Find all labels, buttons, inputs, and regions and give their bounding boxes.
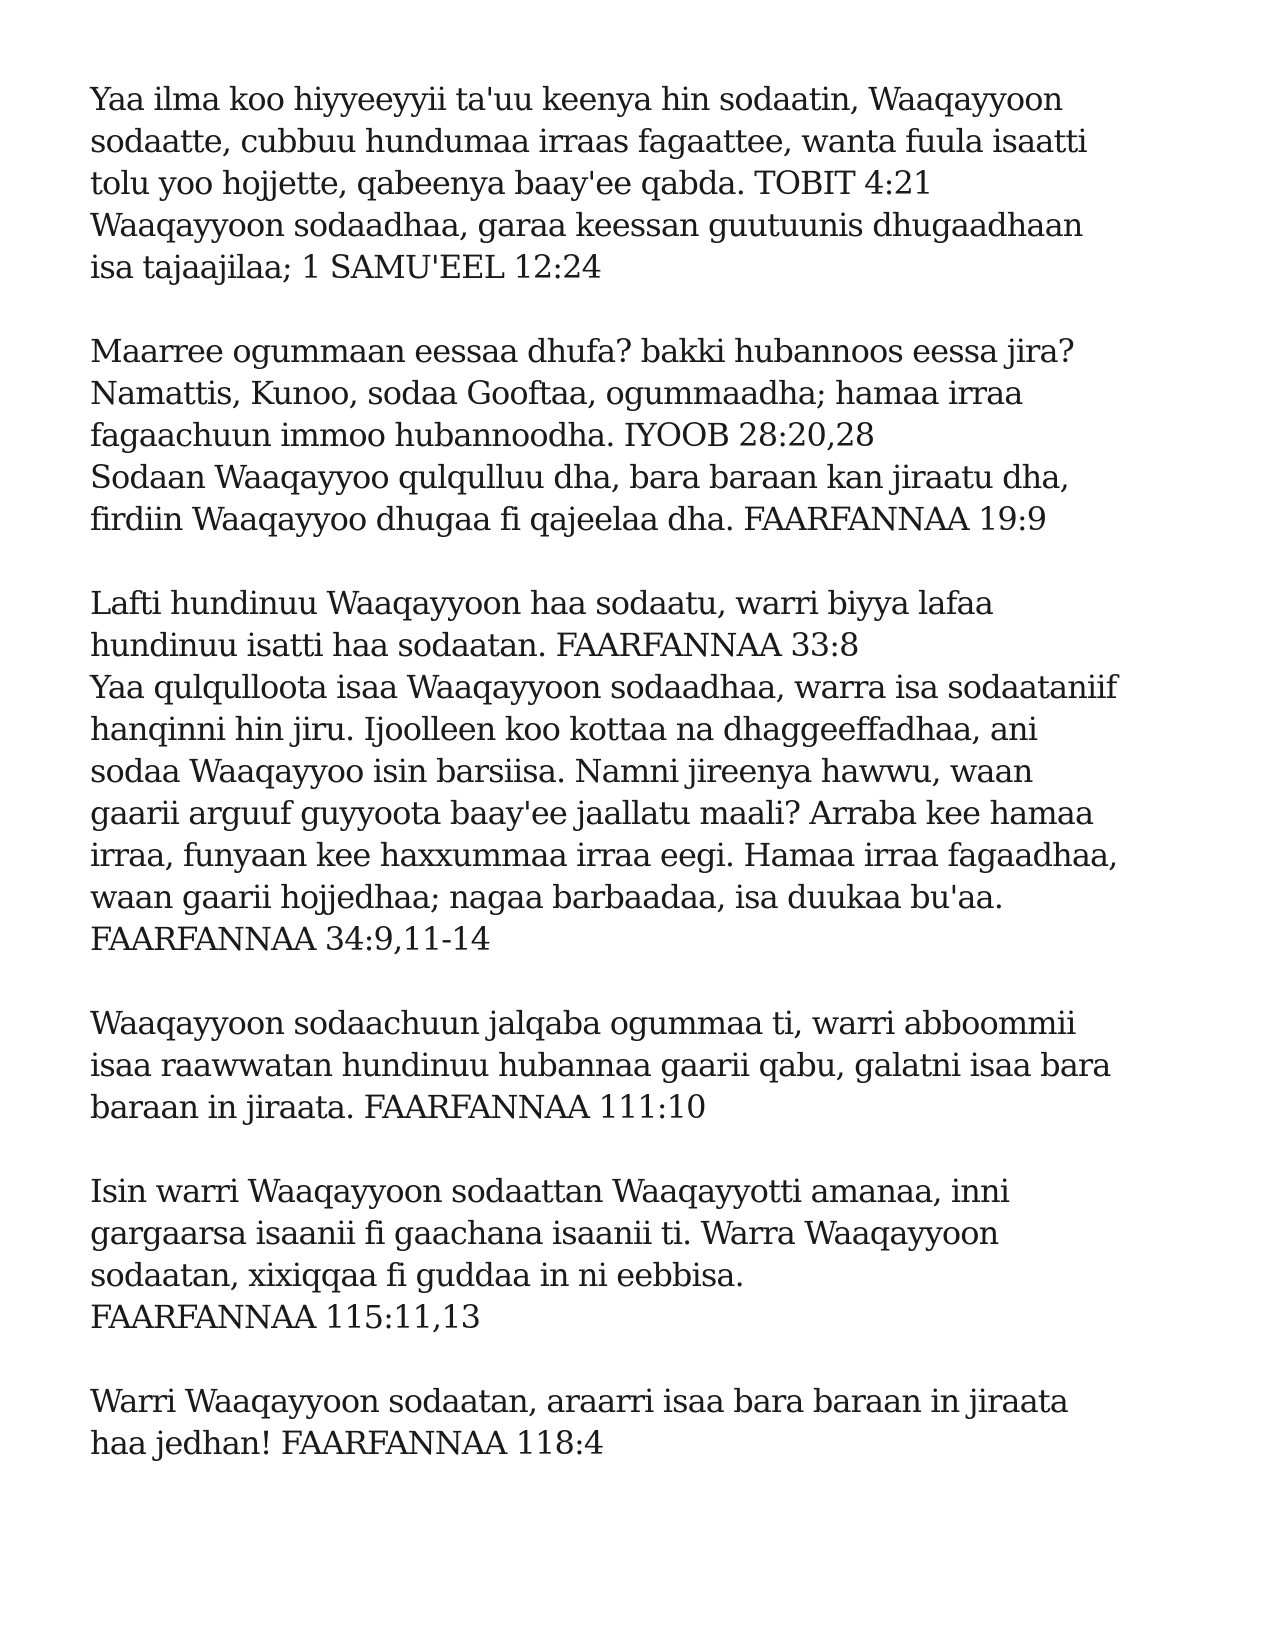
- text-line: fagaachuun immoo hubannoodha. IYOOB 28:20,28: [90, 416, 875, 454]
- text-line: hanqinni hin jiru. Ijoolleen koo kottaa na dhaggeeffadhaa, ani: [90, 710, 1038, 748]
- text-line: Warri Waaqayyoon sodaatan, araarri isaa bara baraan in jiraata: [90, 1382, 1068, 1420]
- text-line: baraan in jiraata. FAARFANNAA 111:10: [90, 1088, 706, 1126]
- text-line: gaarii arguuf guyyoota baay'ee jaallatu maali? Arraba kee hamaa: [90, 794, 1094, 832]
- paragraph-6: [90, 1380, 1210, 1464]
- text-line: hundinuu isatti haa sodaatan. FAARFANNAA 33:8: [90, 626, 859, 664]
- text-line: Namattis, Kunoo, sodaa Gooftaa, ogummaadha; hamaa irraa: [90, 374, 1023, 412]
- text-line: sodaatte, cubbuu hundumaa irraas fagaattee, wanta fuula isaatti: [90, 122, 1087, 160]
- text-line: tolu yoo hojjette, qabeenya baay'ee qabda. TOBIT 4:21: [90, 164, 933, 202]
- text-line: Isin warri Waaqayyoon sodaattan Waaqayyotti amanaa, inni: [90, 1172, 1010, 1210]
- text-line: irraa, funyaan kee haxxummaa irraa eegi. Hamaa irraa fagaadhaa,: [90, 836, 1118, 874]
- text-line: Lafti hundinuu Waaqayyoon haa sodaatu, warri biyya lafaa: [90, 584, 993, 622]
- text-line: FAARFANNAA 115:11,13: [90, 1298, 481, 1336]
- text-line: Yaa qulqulloota isaa Waaqayyoon sodaadhaa, warra isa sodaataniif: [90, 668, 1117, 706]
- text-line: FAARFANNAA 34:9,11-14: [90, 920, 491, 958]
- text-line: haa jedhan! FAARFANNAA 118:4: [90, 1424, 604, 1462]
- text-line: firdiin Waaqayyoo dhugaa fi qajeelaa dha. FAARFANNAA 19:9: [90, 500, 1047, 538]
- paragraph-5: [90, 1170, 1210, 1338]
- text-line: isa tajaajilaa; 1 SAMU'EEL 12:24: [90, 248, 602, 286]
- text-line: sodaa Waaqayyoo isin barsiisa. Namni jireenya hawwu, waan: [90, 752, 1033, 790]
- paragraph-3: [90, 582, 1210, 960]
- text-line: Yaa ilma koo hiyyeeyyii ta'uu keenya hin sodaatin, Waaqayyoon: [90, 80, 1063, 118]
- text-line: Sodaan Waaqayyoo qulqulluu dha, bara baraan kan jiraatu dha,: [90, 458, 1069, 496]
- text-line: gargaarsa isaanii fi gaachana isaanii ti. Warra Waaqayyoon: [90, 1214, 999, 1252]
- text-line: isaa raawwatan hundinuu hubannaa gaarii qabu, galatni isaa bara: [90, 1046, 1111, 1084]
- paragraph-2: [90, 330, 1210, 540]
- text-line: sodaatan, xixiqqaa fi guddaa in ni eebbisa.: [90, 1256, 744, 1294]
- text-line: Waaqayyoon sodaadhaa, garaa keessan guutuunis dhugaadhaan: [90, 206, 1083, 244]
- text-line: Maarree ogummaan eessaa dhufa? bakki hubannoos eessa jira?: [90, 332, 1074, 370]
- paragraph-4: [90, 1002, 1210, 1128]
- text-line: waan gaarii hojjedhaa; nagaa barbaadaa, isa duukaa bu'aa.: [90, 878, 1003, 916]
- paragraph-1: [90, 78, 1210, 288]
- text-line: Waaqayyoon sodaachuun jalqaba ogummaa ti, warri abboommii: [90, 1004, 1076, 1042]
- document-body: [90, 78, 1210, 1506]
